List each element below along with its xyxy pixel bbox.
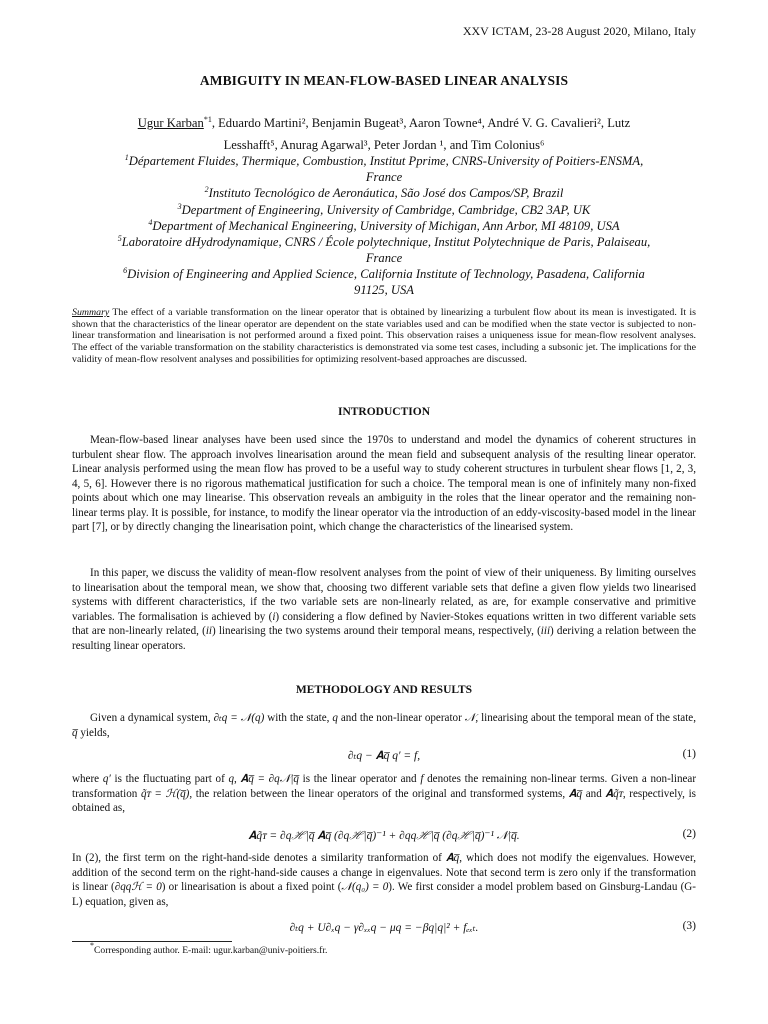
affiliation-4 xyxy=(72,218,696,234)
affiliation-6 xyxy=(72,266,696,282)
affiliation-5 xyxy=(72,234,696,250)
equation-2-expression: 𝐀q̃ᴛ = ∂qℋ|q̅ 𝐀q̅ (∂qℋ|q̅)⁻¹ + ∂qqℋ|q̅ (∂qℋ|q̅)⁻¹ 𝒩|q̅. xyxy=(248,830,520,842)
affiliation-6-cont: 91125, USA xyxy=(354,283,414,297)
affiliation-mark: 3 xyxy=(177,202,182,211)
equation-3-number: (3) xyxy=(682,920,696,932)
paper-title: AMBIGUITY IN MEAN-FLOW-BASED LINEAR ANALYSIS xyxy=(199,73,569,88)
author-line-1 xyxy=(72,115,696,131)
affiliation-text: Department of Engineering, University of Cambridge, Cambridge, CB2 3AP, UK xyxy=(181,203,591,217)
equation-2-number: (2) xyxy=(682,828,696,840)
section-heading-introduction: INTRODUCTION xyxy=(337,406,430,418)
affiliation-mark: 5 xyxy=(117,234,122,243)
footnote-rule xyxy=(72,941,232,942)
footnote xyxy=(90,941,328,956)
equation-1-number: (1) xyxy=(682,748,696,760)
equation-1-expression: ∂ₜq − 𝐀q̅ q′ = f, xyxy=(347,750,421,762)
affiliation-text: Laboratoire dHydrodynamique, CNRS / École polytechnique, Institut Polytechnique de Paris, Palaiseau, xyxy=(121,235,651,249)
affiliation-text: Department of Mechanical Engineering, University of Michigan, Ann Arbor, MI 48109, USA xyxy=(152,219,620,233)
equation-3 xyxy=(72,920,696,936)
intro-paragraph-2: In this paper, we discuss the validity of mean-flow resolvent analyses from the point of view of their uniqueness. By limiting ourselves to linearisation about the temporal mean, we show that, choosing two different variable sets that define a given flow yields two linearised systems with different characteristics, if the two variable sets are non-linearly related, as are, for example conservative and primitive variables. The formalisation is achieved by (i) considering a flow defined by Navier-Stokes equations written in two different variable sets that are non-linearly related, (ii) linearising the two systems around their temporal means, respectively, (iii) deriving a relation between the resulting linear operators. xyxy=(72,567,696,652)
summary-text: The effect of a variable transformation on the linear operator that is obtained by linearizing a turbulent flow about its mean is investigated. It is shown that the characteristics of the linear operator are dependent on the state variables used and can be modified when the state vector is subjected to non-linear transformation and linearisation is not performed around a fixed point. This observation raises a uniqueness issue for mean-flow resolvent analyses. The effect of the variable transformation on the stability characteristics is demonstrated via some test cases, including a subsonic jet. The implications for the validity of mean-flow resolvent analyses and possibilities for optimizing resolvent-based approaches are discussed. xyxy=(72,307,696,365)
author-line-2: Lesshafft⁵, Anurag Agarwal³, Peter Jordan ¹, and Tim Colonius⁶ xyxy=(223,138,545,152)
affiliation-1-cont: France xyxy=(365,170,403,184)
footnote-mark: * xyxy=(90,941,94,950)
summary-label: Summary xyxy=(72,307,110,318)
footnote-text: Corresponding author. E-mail: ugur.karban@univ-poitiers.fr. xyxy=(94,945,328,956)
affiliation-3 xyxy=(72,202,696,218)
section-heading-methodology: METHODOLOGY AND RESULTS xyxy=(295,684,473,696)
equation-2 xyxy=(72,828,696,844)
affiliation-mark: 1 xyxy=(124,153,129,162)
intro-paragraph-1: Mean-flow-based linear analyses have been used since the 1970s to understand and model the dynamics of coherent structures in turbulent shear flow. The approach involves linearisation around the mean field and subsequent analysis of the resulting linear operator. Linear analysis performed using the mean flow has proved to be a useful way to study coherent structures in turbulent shear flows [1, 2, 3, 4, 5, 6]. However there is no rigorous mathematical justification for such a choice. The temporal mean is one of infinitely many non-fixed points about which one may linearise. This observation reveals an ambiguity in the roles that the linear operator and the remaining non-linear terms play. It is possible, for instance, to modify the linear operator via the introduction of an eddy-viscosity-based model in the linear part [7], or by directly changing the linearisation point, which change the characteristics of the linearised system. xyxy=(72,434,696,533)
equation-3-expression: ∂ₜq + U∂ₓq − γ∂ₓₓq − μq = −βq|q|² + fₑₓₜ. xyxy=(289,922,479,934)
affiliation-text: Division of Engineering and Applied Science, California Institute of Technology, Pasadena, California xyxy=(127,267,645,281)
first-author-mark: *1 xyxy=(203,115,212,124)
author-line-1-rest: , Eduardo Martini², Benjamin Bugeat³, Aaron Towne⁴, André V. G. Cavalieri², Lutz xyxy=(211,116,631,130)
first-author: Ugur Karban xyxy=(137,116,204,130)
affiliation-2 xyxy=(72,185,696,201)
affiliation-mark: 4 xyxy=(148,218,153,227)
methods-paragraph-3: In (2), the first term on the right-hand-side denotes a similarity tranformation of 𝐀q̅, which does not modify the eigenvalues. However, addition of the second term on the right-hand-side causes a change in eigenvalues. Note that second term is zero only if the transformation is linear (∂qqℋ = 0) or linearisation is about a fixed point (𝒩(q₀) = 0). We first consider a model problem based on Ginsburg-Landau (G-L) equation, given as, xyxy=(72,852,697,908)
equation-1 xyxy=(72,748,696,764)
affiliation-mark: 2 xyxy=(204,185,209,194)
affiliation-mark: 6 xyxy=(123,266,128,275)
affiliation-text: Département Fluides, Thermique, Combustion, Institut Pprime, CNRS-University of Poitiers-ENSMA, xyxy=(128,154,644,168)
affiliation-5-cont: France xyxy=(365,251,403,265)
conference-header: XXV ICTAM, 23-28 August 2020, Milano, Italy xyxy=(462,24,696,38)
summary-block xyxy=(72,307,696,366)
affiliation-text: Instituto Tecnológico de Aeronáutica, São José dos Campos/SP, Brazil xyxy=(208,186,564,200)
affiliation-1 xyxy=(72,153,696,169)
methods-paragraph-2: where q′ is the fluctuating part of q, 𝐀q̅ = ∂q𝒩|q̅ is the linear operator and f denotes the remaining non-linear terms. Given a non-linear transformation q̃ᴛ = ℋ(q̅), the relation between the linear operators of the original and transformed systems, 𝐀q̅ and 𝐀q̃ᴛ, respectively, is obtained as, xyxy=(72,773,697,814)
methods-paragraph-1: Given a dynamical system, ∂ₜq = 𝒩(q) with the state, q and the non-linear operator 𝒩, linearising about the temporal mean of the state, q̅ yields, xyxy=(72,712,696,739)
